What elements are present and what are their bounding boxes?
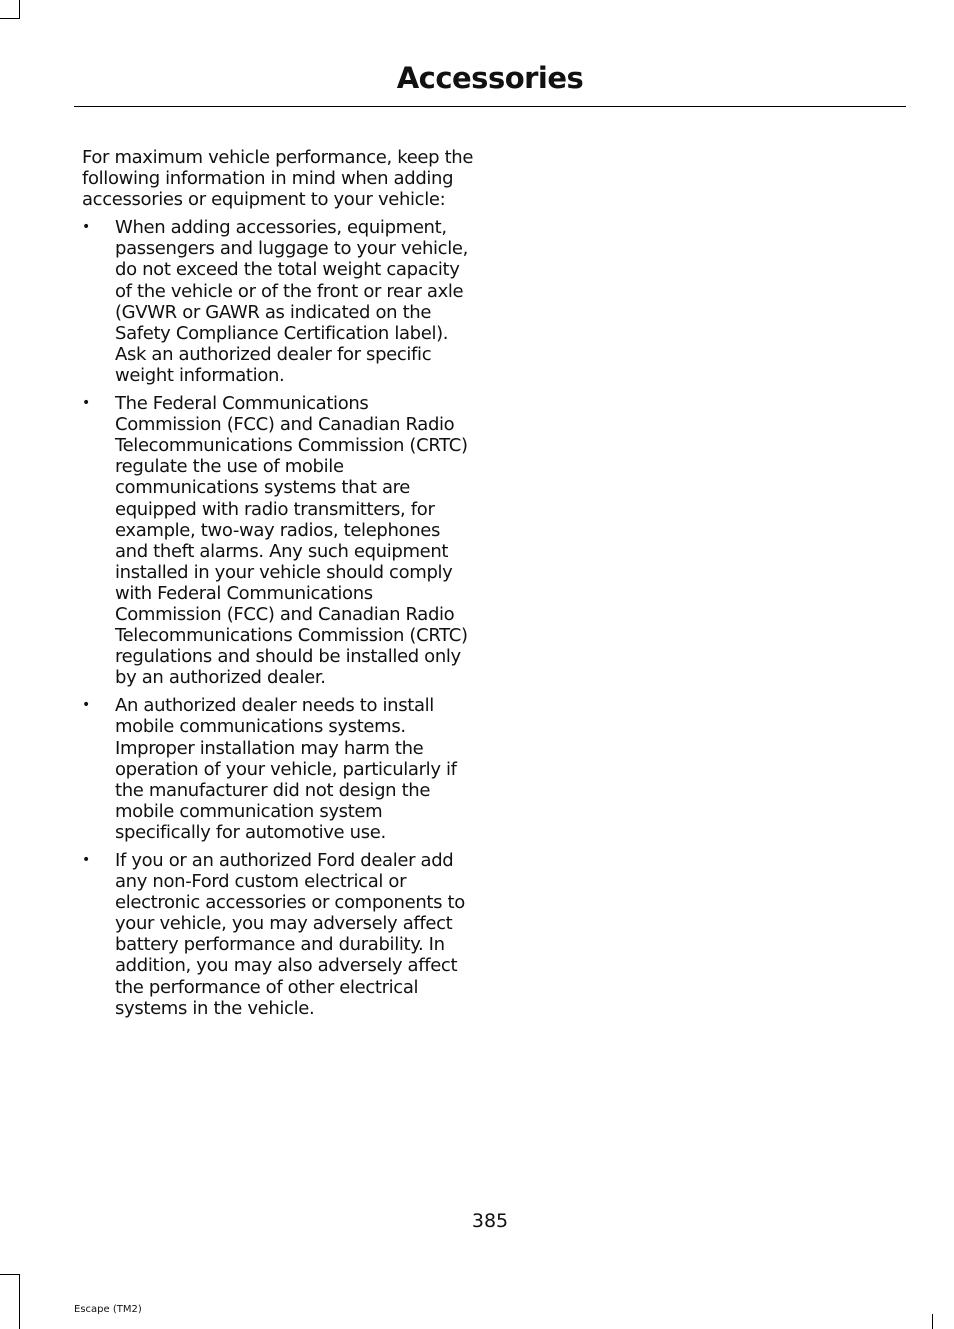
bullet-icon: • [82,395,90,412]
crop-mark [0,18,20,19]
crop-mark [932,1314,933,1329]
crop-mark [19,1274,20,1329]
list-item [82,393,474,688]
bullet-list [82,217,474,1018]
list-item-text: If you or an authorized Ford dealer add any non-Ford custom electrical or electronic accessories or components to your vehicle, you may adversely affect battery performance and durability. In addition, you may also adversely affect the performance of other electrical systems in the vehicle. [115,850,465,1019]
list-item [82,695,474,843]
page-title: Accessories [396,61,584,95]
title-divider [74,106,906,107]
list-item-text: When adding accessories, equipment, passengers and luggage to your vehicle, do not exceed the total weight capacity of the vehicle or of the front or rear axle (GVWR or GAWR as indicated on the Safety Compliance Certification label). Ask an authorized dealer for specific weight information. [115,217,468,386]
bullet-icon: • [82,697,90,714]
crop-mark [0,1274,20,1275]
crop-mark [19,0,20,18]
bullet-icon: • [82,219,90,236]
page-number: 385 [471,1210,509,1232]
bullet-icon: • [82,852,90,868]
list-item [82,217,474,386]
list-item-text: An authorized dealer needs to install mobile communications systems. Improper installation may harm the operation of your vehicle, particularly if the manufacturer did not design the mobile communication system specifically for automotive use. [115,695,457,843]
main-column [82,147,474,1026]
list-item [82,850,474,1019]
document-label: Escape (TM2) [74,1304,142,1315]
intro-paragraph: For maximum vehicle performance, keep the following information in mind when adding accessories or equipment to your vehicle: [82,147,474,211]
list-item-text: The Federal Communications Commission (FCC) and Canadian Radio Telecommunications Commission (CRTC) regulate the use of mobile communications systems that are equipped with radio transmitters, for example, two-way radios, telephones and theft alarms. Any such equipment installed in your vehicle should comply with Federal Communications Commission (FCC) and Canadian Radio Telecommunications Commission (CRTC) regulations and should be installed only by an authorized dealer. [115,393,468,689]
